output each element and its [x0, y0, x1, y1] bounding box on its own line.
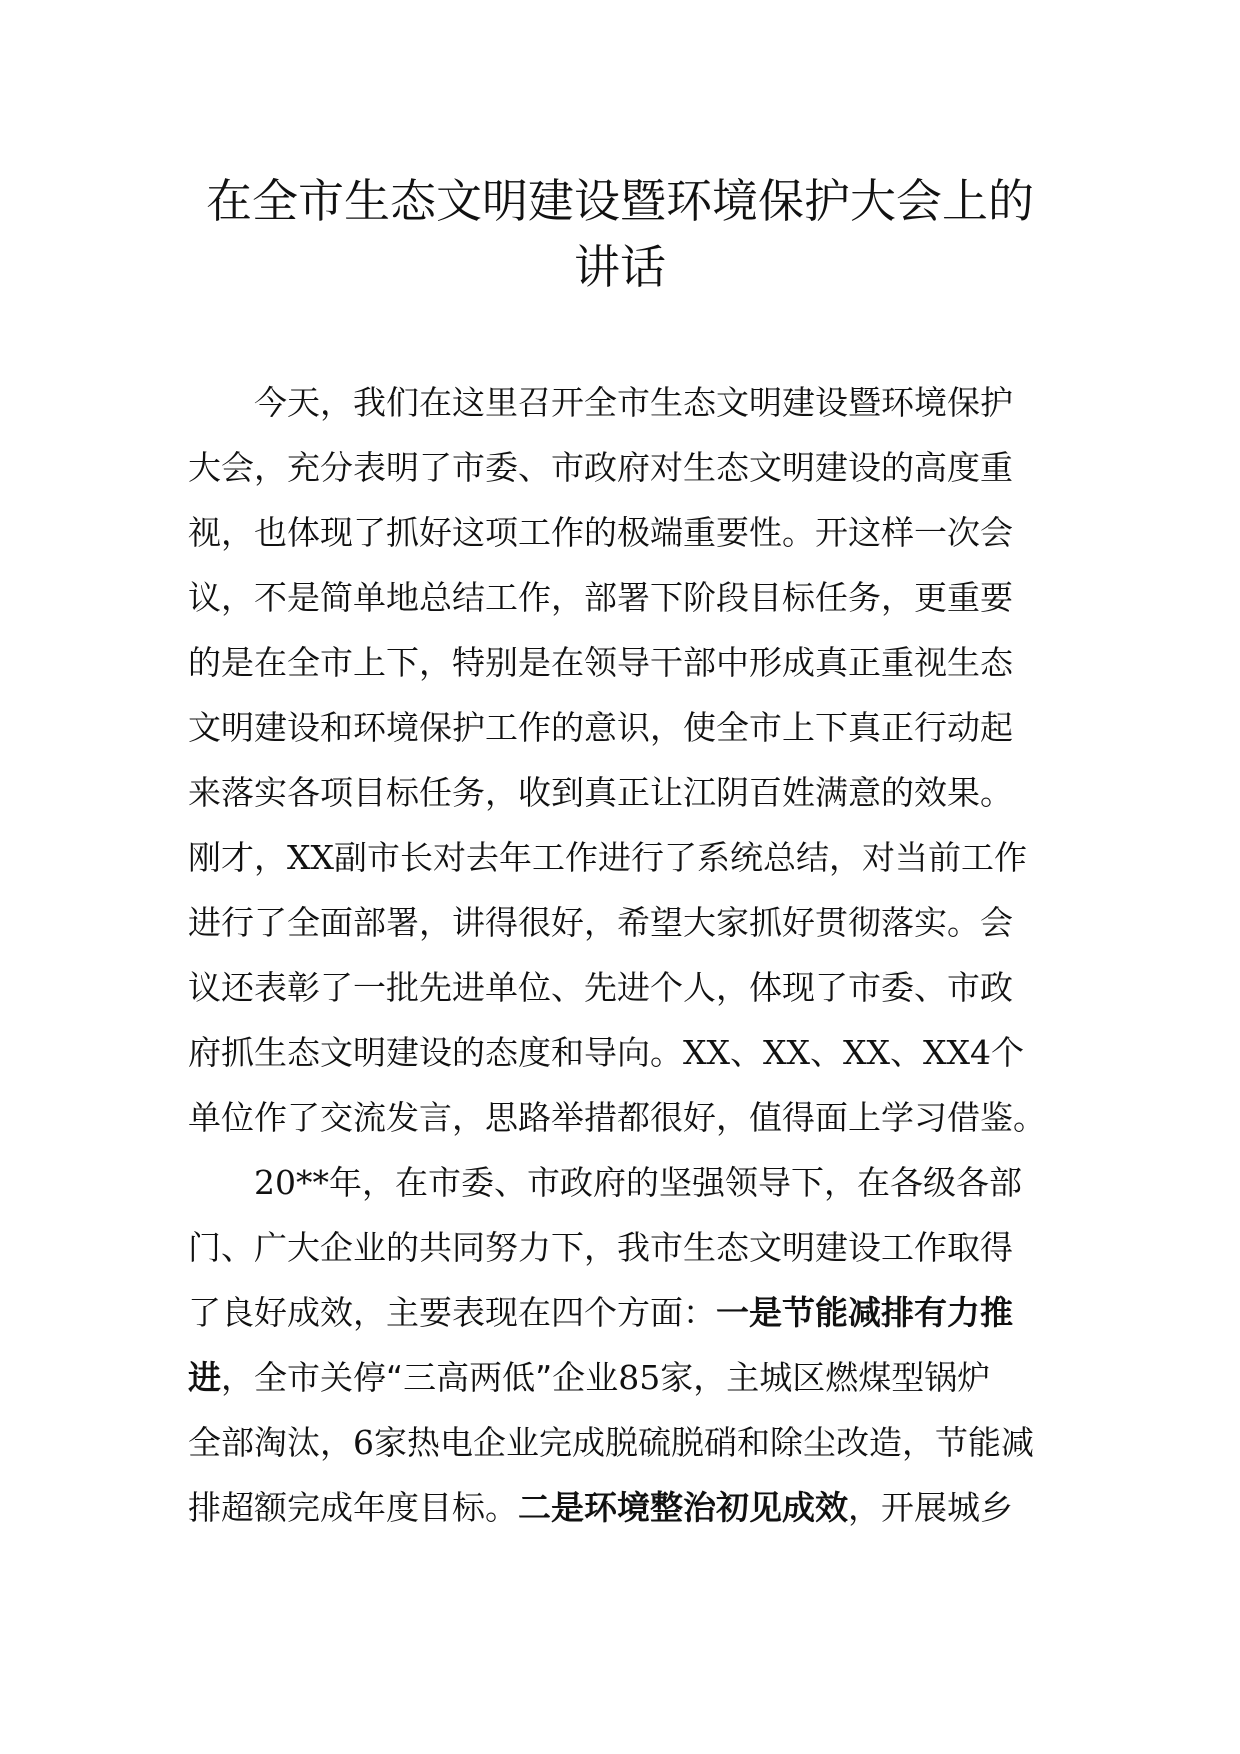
text-segment: 个 — [990, 1033, 1024, 1072]
text-line — [188, 1150, 1052, 1215]
bold-text: 进 — [188, 1358, 221, 1397]
text-line — [188, 760, 1052, 825]
text-segment: 副市长对去年工作进行了系统总结，对当前工作 — [334, 838, 1027, 877]
text-line — [188, 955, 1052, 1020]
text-segment: 议，不是简单地总结工作，部署下阶段目标任务，更重要 — [188, 578, 1013, 617]
text-segment: 来落实各项目标任务，收到真正让江阴百姓满意的效果。 — [188, 773, 1013, 812]
text-line — [188, 1020, 1052, 1085]
text-segment: ，开展城乡 — [848, 1488, 1013, 1527]
text-line — [188, 370, 1052, 435]
text-line — [188, 1410, 1052, 1475]
text-segment: ，全市关停“三高两低”企业 — [221, 1358, 619, 1397]
text-line — [188, 1215, 1052, 1280]
text-segment: XX4 — [923, 1033, 991, 1072]
text-segment: 家，主城区燃煤型锅炉 — [660, 1358, 991, 1397]
title-line: 讲话 — [574, 240, 666, 294]
text-segment: 大会，充分表明了市委、市政府对生态文明建设的高度重 — [188, 448, 1013, 487]
text-segment: 了良好成效，主要表现在四个方面： — [188, 1293, 716, 1332]
text-segment: 进行了全面部署，讲得很好，希望大家抓好贯彻落实。会 — [188, 903, 1013, 942]
text-segment: 家热电企业完成脱硫脱硝和除尘改造，节能减 — [374, 1423, 1034, 1462]
text-segment: 85 — [618, 1358, 661, 1397]
text-segment: 单位作了交流发言，思路举措都很好，值得面上学习借鉴。 — [188, 1098, 1046, 1137]
text-line — [188, 500, 1052, 565]
text-segment: 今天，我们在这里召开全市生态文明建设暨环境保护 — [254, 383, 1013, 422]
text-segment: 6 — [353, 1423, 374, 1462]
title-line: 在全市生态文明建设暨环境保护大会上的 — [206, 174, 1034, 228]
text-line — [188, 565, 1052, 630]
text-segment: 门、广大企业的共同努力下，我市生态文明建设工作取得 — [188, 1228, 1013, 1267]
text-line — [188, 825, 1052, 890]
bold-text: 一是节能减排有力推 — [716, 1293, 1013, 1332]
text-line — [188, 1475, 1052, 1540]
text-segment: 、 — [890, 1033, 923, 1072]
text-segment: XX — [763, 1033, 810, 1072]
text-line — [188, 1345, 1052, 1410]
text-line — [188, 890, 1052, 955]
text-segment: 、 — [730, 1033, 763, 1072]
bold-text: 二是环境整治初见成效 — [518, 1488, 848, 1527]
text-segment: 的是在全市上下，特别是在领导干部中形成真正重视生态 — [188, 643, 1013, 682]
text-segment: 文明建设和环境保护工作的意识，使全市上下真正行动起 — [188, 708, 1013, 747]
document-title — [180, 168, 1060, 300]
text-segment: 排超额完成年度目标。 — [188, 1488, 518, 1527]
text-line — [188, 630, 1052, 695]
text-line — [188, 1280, 1052, 1345]
text-segment: 全部淘汰， — [188, 1423, 353, 1462]
text-segment: 刚才， — [188, 838, 287, 877]
text-segment: 、 — [810, 1033, 843, 1072]
text-segment: 府抓生态文明建设的态度和导向。 — [188, 1033, 683, 1072]
text-segment: XX — [683, 1033, 730, 1072]
document-body — [188, 370, 1052, 1540]
text-segment: 议还表彰了一批先进单位、先进个人，体现了市委、市政 — [188, 968, 1013, 1007]
text-segment: XX — [287, 838, 334, 877]
text-line — [188, 695, 1052, 760]
text-line — [188, 435, 1052, 500]
text-segment: 年，在市委、市政府的坚强领导下，在各级各部 — [329, 1163, 1022, 1202]
text-segment: 20** — [254, 1163, 329, 1202]
text-segment: XX — [843, 1033, 890, 1072]
text-segment: 视，也体现了抓好这项工作的极端重要性。开这样一次会 — [188, 513, 1013, 552]
text-line — [188, 1085, 1052, 1150]
